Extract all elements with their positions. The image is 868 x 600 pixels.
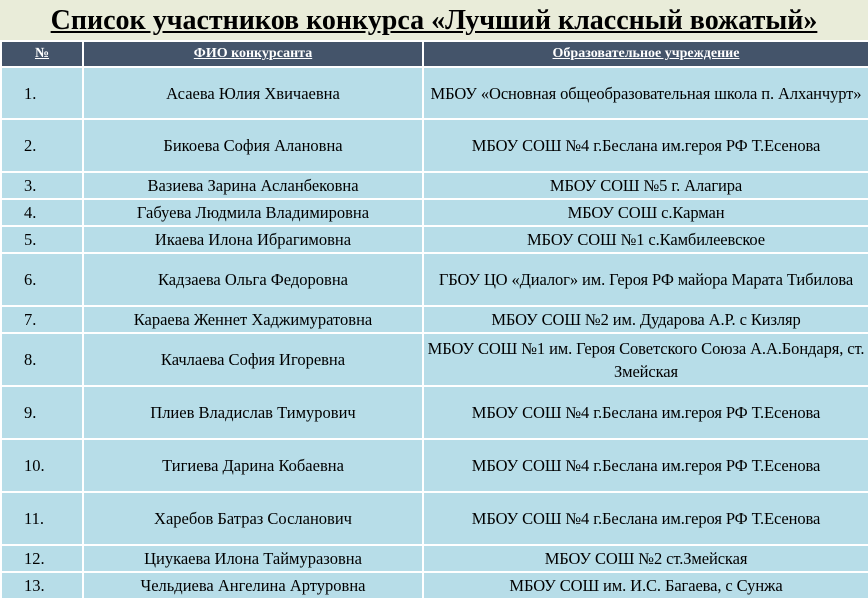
row-number: 5.: [1, 226, 83, 253]
institution-name: МБОУ СОШ №4 г.Беслана им.героя РФ Т.Есенова: [423, 386, 868, 439]
participant-name: Караева Женнет Хаджимуратовна: [83, 306, 423, 333]
table-row: [1, 226, 868, 253]
row-number: 10.: [1, 439, 83, 492]
institution-name: МБОУ СОШ №1 с.Камбилеевское: [423, 226, 868, 253]
row-number: 4.: [1, 199, 83, 226]
participant-name: Харебов Батраз Сосланович: [83, 492, 423, 545]
institution-name: МБОУ СОШ им. И.С. Багаева, с Сунжа: [423, 572, 868, 599]
institution-name: МБОУ СОШ №4 г.Беслана им.героя РФ Т.Есенова: [423, 492, 868, 545]
table-row: [1, 492, 868, 545]
table-row: [1, 119, 868, 172]
table-row: [1, 439, 868, 492]
institution-name: МБОУ «Основная общеобразовательная школа п. Алханчурт»: [423, 67, 868, 119]
table-row: [1, 572, 868, 599]
institution-name: МБОУ СОШ с.Карман: [423, 199, 868, 226]
institution-name: МБОУ СОШ №2 им. Дударова А.Р. с Кизляр: [423, 306, 868, 333]
table-row: [1, 67, 868, 119]
participant-name: Вазиева Зарина Асланбековна: [83, 172, 423, 199]
document-title: Список участников конкурса «Лучший классный вожатый»: [50, 5, 818, 36]
row-number: 7.: [1, 306, 83, 333]
participant-name: Бикоева София Алановна: [83, 119, 423, 172]
institution-name: МБОУ СОШ №2 ст.Змейская: [423, 545, 868, 572]
institution-name: МБОУ СОШ №1 им. Героя Советского Союза А.А.Бондаря, ст. Змейская: [423, 333, 868, 386]
institution-name: МБОУ СОШ №4 г.Беслана им.героя РФ Т.Есенова: [423, 439, 868, 492]
institution-name: МБОУ СОШ №4 г.Беслана им.героя РФ Т.Есенова: [423, 119, 868, 172]
row-number: 13.: [1, 572, 83, 599]
row-number: 2.: [1, 119, 83, 172]
participants-table: [0, 40, 868, 600]
table-row: [1, 253, 868, 306]
column-header-institution: Образовательное учреждение: [423, 41, 868, 67]
participant-name: Асаева Юлия Хвичаевна: [83, 67, 423, 119]
participant-name: Плиев Владислав Тимурович: [83, 386, 423, 439]
institution-name: ГБОУ ЦО «Диалог» им. Героя РФ майора Марата Тибилова: [423, 253, 868, 306]
table-row: [1, 386, 868, 439]
participant-name: Чельдиева Ангелина Артуровна: [83, 572, 423, 599]
table-row: [1, 545, 868, 572]
participant-name: Циукаева Илона Таймуразовна: [83, 545, 423, 572]
table-row: [1, 306, 868, 333]
row-number: 12.: [1, 545, 83, 572]
row-number: 11.: [1, 492, 83, 545]
participant-name: Габуева Людмила Владимировна: [83, 199, 423, 226]
participant-name: Кадзаева Ольга Федоровна: [83, 253, 423, 306]
table-row: [1, 172, 868, 199]
row-number: 1.: [1, 67, 83, 119]
institution-name: МБОУ СОШ №5 г. Алагира: [423, 172, 868, 199]
row-number: 8.: [1, 333, 83, 386]
table-row: [1, 333, 868, 386]
column-header-number: №: [1, 41, 83, 67]
table-header-row: [1, 41, 868, 67]
row-number: 3.: [1, 172, 83, 199]
row-number: 6.: [1, 253, 83, 306]
table-row: [1, 199, 868, 226]
participant-name: Тигиева Дарина Кобаевна: [83, 439, 423, 492]
column-header-name: ФИО конкурсанта: [83, 41, 423, 67]
participant-name: Икаева Илона Ибрагимовна: [83, 226, 423, 253]
row-number: 9.: [1, 386, 83, 439]
participant-name: Качлаева София Игоревна: [83, 333, 423, 386]
